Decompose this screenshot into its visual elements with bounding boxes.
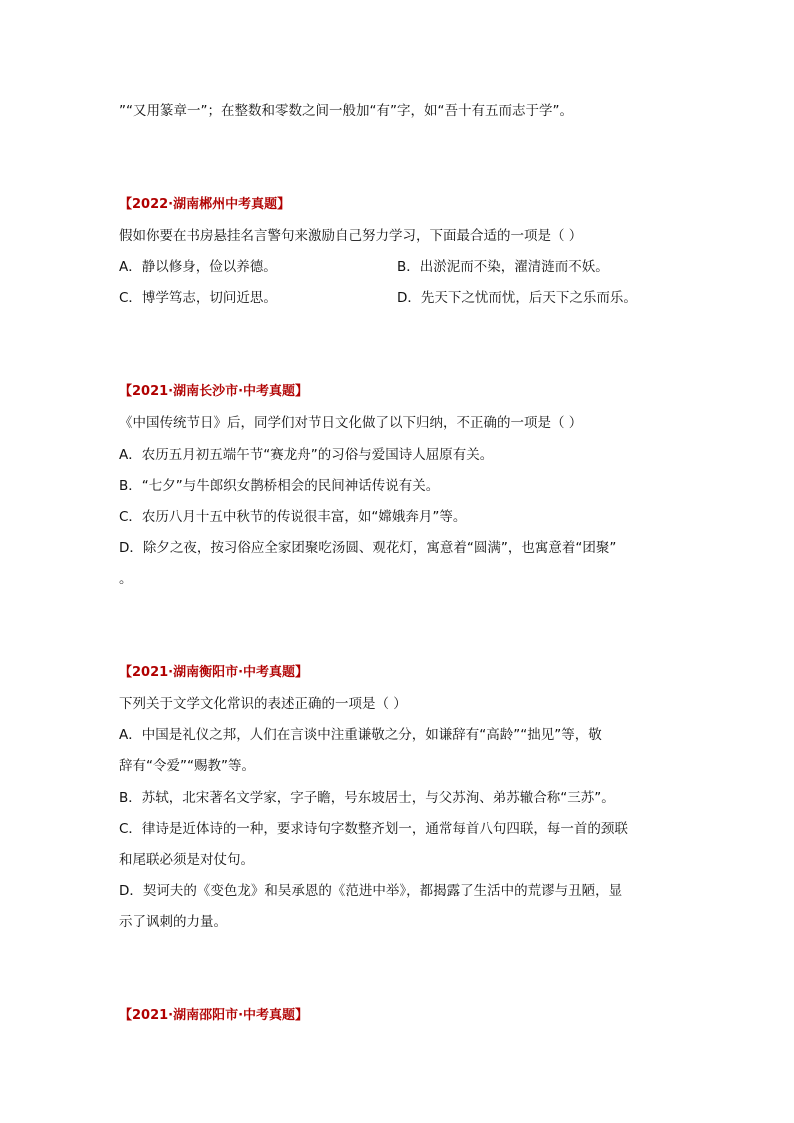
- q3-option-c-line2: 和尾联必须是对仗句。: [119, 852, 254, 868]
- q1-header: 【2022·湖南郴州中考真题】: [119, 197, 291, 212]
- q3-option-d-line2: 示了讽刺的力量。: [119, 914, 227, 930]
- q4-header: 【2021·湖南邵阳市·中考真题】: [119, 1008, 309, 1023]
- q2-option-b: B．“七夕”与牛郎织女鹊桥相会的民间神话传说有关。: [119, 478, 440, 494]
- q1-option-a: A．静以修身，俭以养德。: [119, 259, 277, 275]
- q2-header: 【2021·湖南长沙市·中考真题】: [119, 384, 309, 399]
- q3-option-b: B．苏轼，北宋著名文学家，字子瞻，号东坡居士，与父苏洵、弟苏辙合称“三苏”。: [119, 790, 615, 806]
- q2-option-c: C．农历八月十五中秋节的传说很丰富，如“嫦娥奔月”等。: [119, 509, 467, 525]
- q3-option-a-line2: 辞有“令爱”“赐教”等。: [119, 758, 255, 774]
- q1-option-d: D．先天下之忧而忧，后天下之乐而乐。: [397, 290, 637, 306]
- q1-option-c: C．博学笃志，切问近思。: [119, 290, 277, 306]
- q2-option-d-line1: D．除夕之夜，按习俗应全家团聚吃汤圆、观花灯，寓意着“圆满”，也寓意着“团聚”: [119, 540, 617, 556]
- q2-option-d-line2: 。: [119, 571, 133, 587]
- q3-option-d-line1: D．契诃夫的《变色龙》和吴承恩的《范进中举》，都揭露了生活中的荒谬与丑陋，显: [119, 883, 623, 899]
- q3-stem: 下列关于文学文化常识的表述正确的一项是（ ）: [119, 696, 407, 712]
- q1-stem: 假如你要在书房悬挂名言警句来激励自己努力学习，下面最合适的一项是（ ）: [119, 228, 583, 244]
- q2-option-a: A．农历五月初五端午节“赛龙舟”的习俗与爱国诗人屈原有关。: [119, 447, 494, 463]
- q1-option-b: B．出淤泥而不染，濯清涟而不妖。: [397, 259, 609, 275]
- q3-option-c-line1: C．律诗是近体诗的一种，要求诗句字数整齐划一，通常每首八句四联，每一首的颈联: [119, 821, 628, 837]
- q3-header: 【2021·湖南衡阳市·中考真题】: [119, 665, 309, 680]
- q3-option-a-line1: A．中国是礼仪之邦，人们在言谈中注重谦敬之分，如谦辞有“高龄”“拙见”等，敬: [119, 727, 602, 743]
- intro-line: ”“又用篆章一”；在整数和零数之间一般加“有”字，如“吾十有五而志于学”。: [119, 103, 573, 119]
- q2-stem: 《中国传统节日》后，同学们对节日文化做了以下归纳，不正确的一项是（ ）: [119, 415, 583, 431]
